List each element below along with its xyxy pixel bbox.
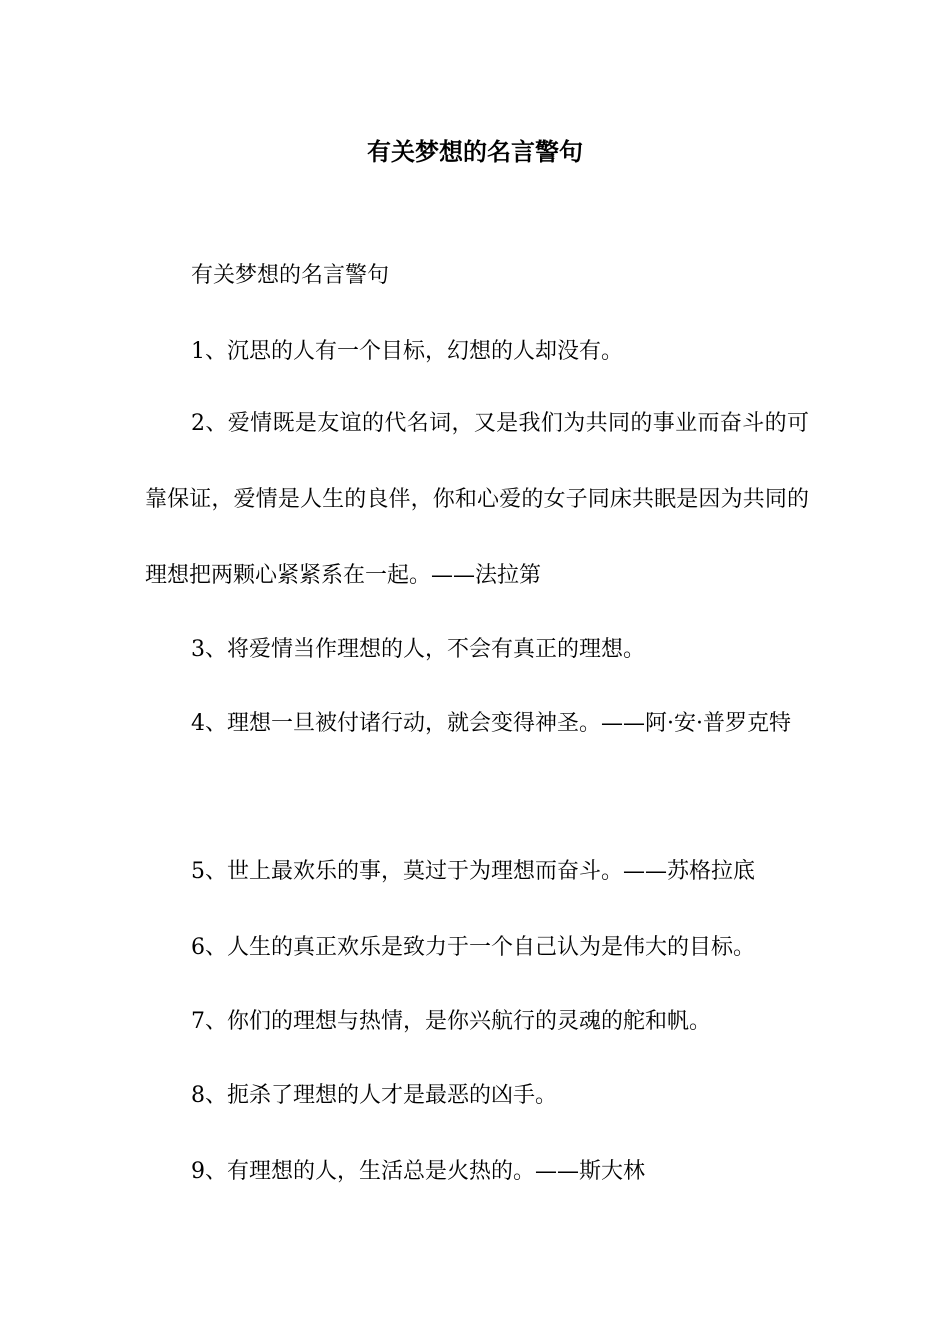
quote-4: 4、理想一旦被付诸行动，就会变得神圣。——阿·安·普罗克特 [191,711,791,736]
quote-6: 6、人生的真正欢乐是致力于一个自己认为是伟大的目标。 [191,935,755,960]
document-title: 有关梦想的名言警句 [367,137,583,166]
quote-3: 3、将爱情当作理想的人，不会有真正的理想。 [191,637,645,662]
quote-8: 8、扼杀了理想的人才是最恶的凶手。 [191,1083,557,1108]
quote-1: 1、沉思的人有一个目标，幻想的人却没有。 [191,339,623,364]
quote-5: 5、世上最欢乐的事，莫过于为理想而奋斗。——苏格拉底 [191,859,755,884]
quote-9: 9、有理想的人，生活总是火热的。——斯大林 [191,1159,645,1184]
quote-2: 2、爱情既是友谊的代名词，又是我们为共同的事业而奋斗的可靠保证，爱情是人生的良伴，你和心爱的女子同床共眠是因为共同的理想把两颗心紧紧系在一起。——法拉第 [145,411,809,588]
quote-7: 7、你们的理想与热情，是你兴航行的灵魂的舵和帆。 [191,1009,711,1034]
paragraph-heading: 有关梦想的名言警句 [191,263,390,288]
